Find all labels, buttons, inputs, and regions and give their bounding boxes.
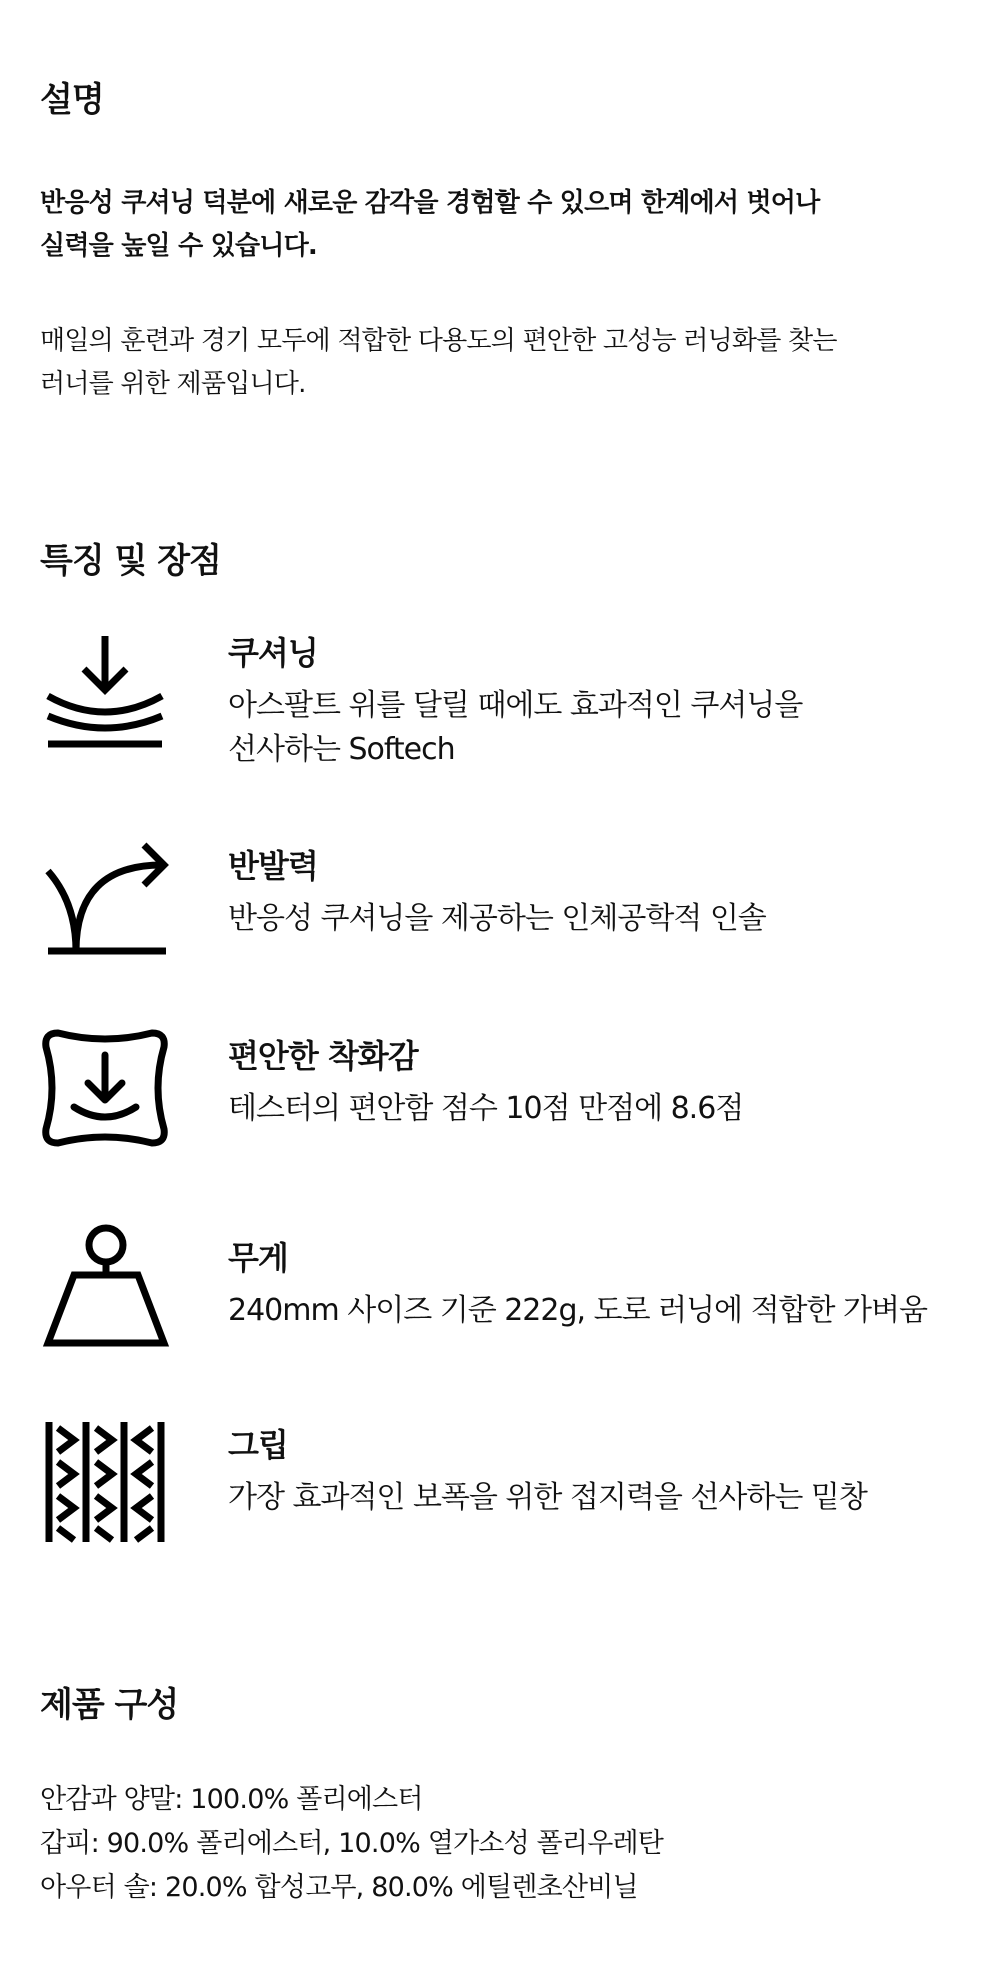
description-body-line: 매일의 훈련과 경기 모두에 적합한 다용도의 편안한 고성능 러닝화를 찾는 — [40, 326, 837, 356]
rebound-arrow-icon — [40, 831, 170, 961]
description-lead-line: 실력을 높일 수 있습니다. — [40, 231, 317, 261]
weight-icon — [40, 1221, 170, 1351]
feature-description-line: 반응성 쿠셔닝을 제공하는 인체공학적 인솔 — [228, 901, 766, 936]
composition-line: 갑피: 90.0% 폴리에스터, 10.0% 열가소성 폴리우레탄 — [40, 1828, 664, 1859]
feature-description — [228, 1476, 968, 1520]
feature-description-line: 선사하는 Softech — [228, 732, 455, 767]
feature-weight — [40, 1233, 960, 1393]
composition-line: 안감과 양말: 100.0% 폴리에스터 — [40, 1784, 423, 1815]
description-lead-line: 반응성 쿠셔닝 덕분에 새로운 감각을 경험할 수 있으며 한계에서 벗어나 — [40, 188, 820, 218]
pillow-comfort-icon — [40, 1023, 170, 1153]
feature-description — [228, 1087, 968, 1131]
description-title: 설명 — [40, 80, 104, 120]
composition-line: 아우터 솔: 20.0% 합성고무, 80.0% 에틸렌초산비닐 — [40, 1872, 638, 1903]
description-lead — [40, 182, 940, 268]
feature-title: 무게 — [228, 1239, 288, 1277]
feature-description-line: 가장 효과적인 보폭을 위한 접지력을 선사하는 밑창 — [228, 1480, 867, 1515]
composition-title: 제품 구성 — [40, 1685, 179, 1725]
feature-cushioning — [40, 628, 960, 778]
feature-description — [228, 684, 968, 772]
description-body-line: 러너를 위한 제품입니다. — [40, 369, 306, 399]
feature-rebound — [40, 841, 960, 991]
feature-description-line: 240mm 사이즈 기준 222g, 도로 러닝에 적합한 가벼움 — [228, 1293, 927, 1328]
feature-title: 쿠셔닝 — [228, 634, 318, 672]
composition-list — [40, 1778, 940, 1910]
feature-title: 그립 — [228, 1426, 288, 1464]
feature-title: 편안한 착화감 — [228, 1037, 418, 1075]
cushioning-icon — [40, 628, 170, 758]
features-title: 특징 및 장점 — [40, 541, 221, 581]
feature-grip — [40, 1420, 960, 1580]
description-body — [40, 320, 940, 406]
feature-description-line: 테스터의 편안함 점수 10점 만점에 8.6점 — [228, 1091, 744, 1126]
feature-description-line: 아스팔트 위를 달릴 때에도 효과적인 쿠셔닝을 — [228, 688, 803, 723]
feature-description — [228, 1289, 968, 1333]
feature-title: 반발력 — [228, 847, 318, 885]
feature-comfort — [40, 1031, 960, 1191]
feature-description — [228, 897, 968, 941]
grip-tread-icon — [40, 1418, 170, 1548]
